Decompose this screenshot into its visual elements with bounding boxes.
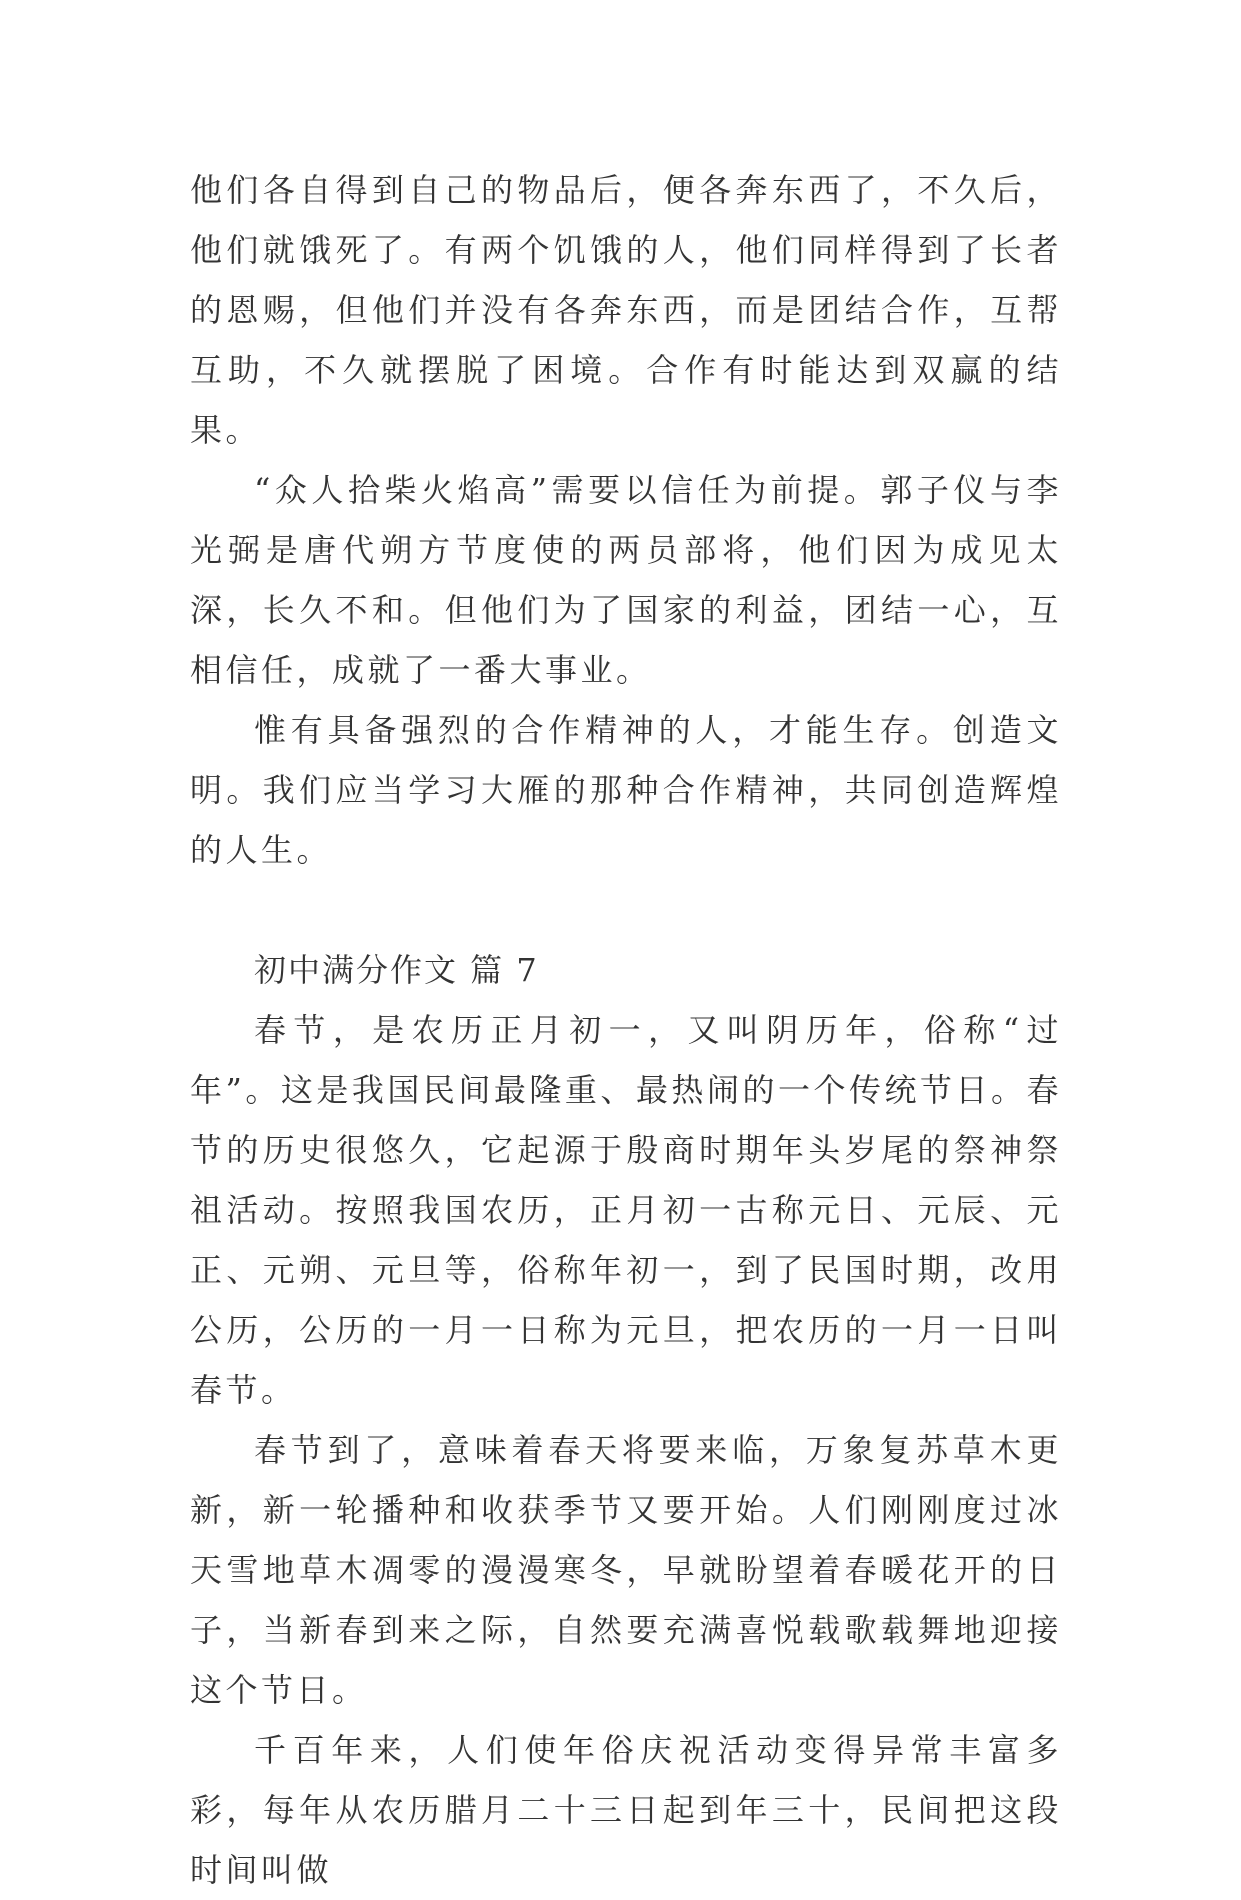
document-body: [190, 160, 1062, 1900]
paragraph-1: 他们各自得到自己的物品后，便各奔东西了，不久后，他们就饿死了。有两个饥饿的人，他们同样得到了长者的恩赐，但他们并没有各奔东西，而是团结合作，互帮互助，不久就摆脱了困境。合作有时能达到双赢的结果。: [190, 171, 1062, 449]
section-heading: 初中满分作文 篇 7: [254, 951, 539, 989]
paragraph-5: 春节到了，意味着春天将要来临，万象复苏草木更新，新一轮播种和收获季节又要开始。人们刚刚度过冰天雪地草木凋零的漫漫寒冬，早就盼望着春暖花开的日子，当新春到来之际，自然要充满喜悦载歌载舞地迎接这个节日。: [190, 1431, 1062, 1709]
paragraph-4: 春节，是农历正月初一，又叫阴历年，俗称“过年”。这是我国民间最隆重、最热闹的一个传统节日。春节的历史很悠久，它起源于殷商时期年头岁尾的祭神祭祖活动。按照我国农历，正月初一古称元日、元辰、元正、元朔、元旦等，俗称年初一，到了民国时期，改用公历，公历的一月一日称为元旦，把农历的一月一日叫春节。: [190, 1011, 1062, 1409]
paragraph-2: “众人拾柴火焰高”需要以信任为前提。郭子仪与李光弼是唐代朔方节度使的两员部将，他们因为成见太深，长久不和。但他们为了国家的利益，团结一心，互相信任，成就了一番大事业。: [190, 471, 1062, 689]
paragraph-3: 惟有具备强烈的合作精神的人，才能生存。创造文明。我们应当学习大雁的那种合作精神，共同创造辉煌的人生。: [190, 711, 1062, 869]
paragraph-6: 千百年来，人们使年俗庆祝活动变得异常丰富多彩，每年从农历腊月二十三日起到年三十，民间把这段时间叫做: [190, 1731, 1062, 1889]
